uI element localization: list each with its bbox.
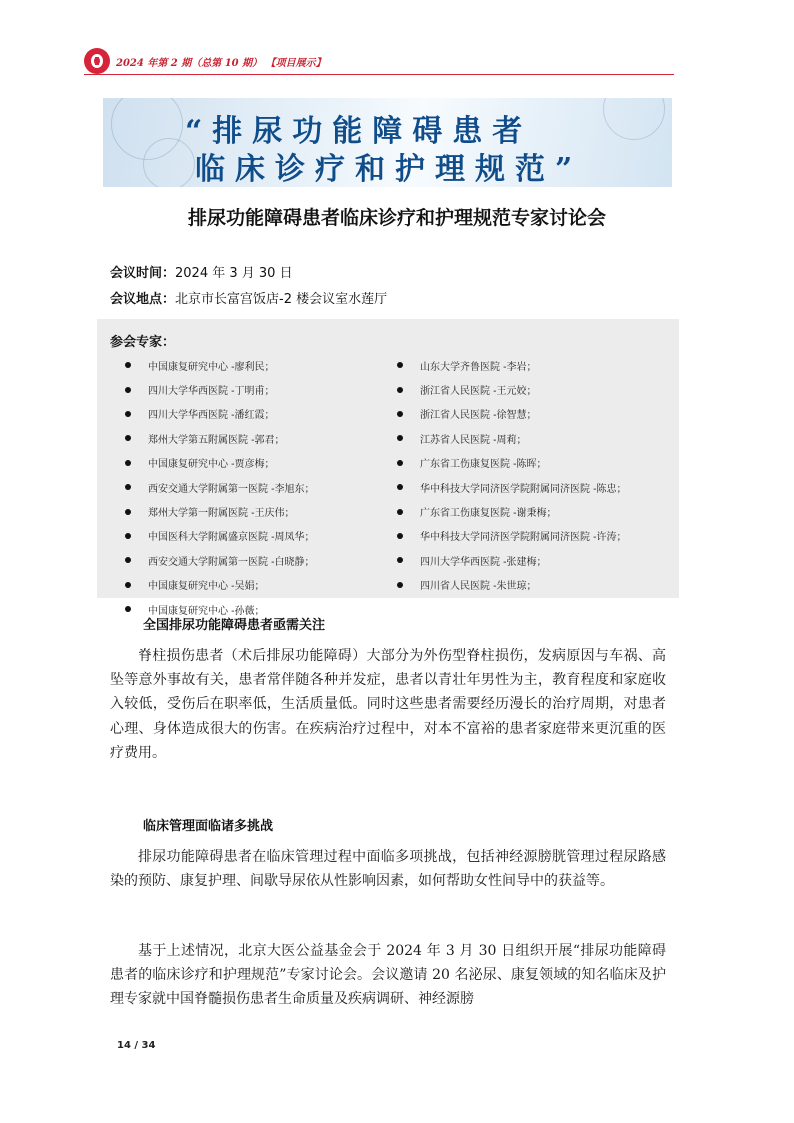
section-heading: 临床管理面临诸多挑战	[143, 819, 274, 834]
experts-label: 参会专家：	[110, 335, 176, 350]
page-title: 排尿功能障碍患者临床诊疗和护理规范专家讨论会	[187, 207, 606, 229]
page-header	[84, 47, 326, 75]
bullet-icon	[397, 533, 403, 539]
bullet-icon	[125, 509, 131, 515]
bullet-icon	[397, 435, 403, 441]
section-heading: 全国排尿功能障碍患者亟需关注	[143, 618, 326, 633]
bullet-icon	[397, 362, 403, 368]
expert-item: 西安交通大学附属第一医院 -李旭东；	[125, 475, 315, 499]
bullet-icon	[125, 606, 131, 612]
expert-item: 浙江省人民医院 -徐智慧；	[397, 402, 627, 426]
bullet-icon	[125, 460, 131, 466]
bullet-icon	[125, 387, 131, 393]
expert-item: 郑州大学第一附属医院 -王庆伟；	[125, 499, 315, 523]
meeting-time-value: 2024 年 3 月 30 日	[175, 266, 293, 281]
expert-item: 四川省人民医院 -朱世琼；	[397, 573, 627, 597]
bullet-icon	[397, 484, 403, 490]
bullet-icon	[125, 411, 131, 417]
meeting-place	[110, 288, 387, 307]
expert-item: 华中科技大学同济医学院附属同济医院 -陈忠；	[397, 475, 627, 499]
experts-panel	[97, 319, 679, 617]
expert-item: 浙江省人民医院 -王元姣；	[397, 377, 627, 401]
banner-line-1: “排尿功能障碍患者	[185, 114, 533, 149]
bullet-icon	[397, 582, 403, 588]
bullet-icon	[125, 582, 131, 588]
expert-item: 中国医科大学附属盛京医院 -周凤华；	[125, 524, 315, 548]
bullet-icon	[125, 435, 131, 441]
issue-label: 2024 年第 2 期（总第 10 期） 【项目展示】	[116, 57, 326, 69]
expert-item: 中国康复研究中心 -贾彦梅；	[125, 451, 315, 475]
experts-right-column	[397, 353, 627, 597]
meeting-time	[110, 262, 293, 281]
bullet-icon	[397, 557, 403, 563]
body-paragraph: 基于上述情况，北京大医公益基金会于 2024 年 3 月 30 日组织开展“排尿功能障碍患者的临床诊疗和护理规范”专家讨论会。会议邀请 20 名泌尿、康复领域的知名临床及护理专家就中国脊髓损伤患者生命质量及疾病调研、神经源膀	[110, 943, 666, 1008]
page-number: 14 / 34	[117, 1040, 156, 1051]
body-paragraph: 脊柱损伤患者（术后排尿功能障碍）大部分为外伤型脊柱损伤，发病原因与车祸、高坠等意外事故有关，患者常伴随各种并发症，患者以青壮年男性为主，教育程度和家庭收入较低，受伤后在职率低，生活质量低。同时这些患者需要经历漫长的治疗周期，对患者心理、身体造成很大的伤害。在疾病治疗过程中，对本不富裕的患者家庭带来更沉重的医疗费用。	[110, 648, 666, 761]
meeting-place-value: 北京市长富宫饭店-2 楼会议室水莲厅	[175, 292, 388, 307]
expert-item: 江苏省人民医院 -周莉；	[397, 426, 627, 450]
expert-item: 中国康复研究中心 -吴娟；	[125, 573, 315, 597]
expert-item: 中国康复研究中心 -廖利民；	[125, 353, 315, 377]
bullet-icon	[125, 484, 131, 490]
expert-item: 郑州大学第五附属医院 -郭君；	[125, 426, 315, 450]
title-banner	[103, 98, 672, 187]
expert-item: 四川大学华西医院 -潘红霞；	[125, 402, 315, 426]
expert-item: 四川大学华西医院 -张建梅；	[397, 548, 627, 572]
expert-item: 广东省工伤康复医院 -陈晖；	[397, 451, 627, 475]
banner-line-2: 临床诊疗和护理规范”	[195, 152, 583, 187]
expert-item: 西安交通大学附属第一医院 -白晓静；	[125, 548, 315, 572]
meeting-time-label: 会议时间：	[110, 266, 176, 281]
body-paragraph: 排尿功能障碍患者在临床管理过程中面临多项挑战，包括神经源膀胱管理过程尿路感染的预防、康复护理、间歇导尿依从性影响因素，如何帮助女性间导中的获益等。	[110, 849, 666, 890]
foundation-logo-icon	[84, 48, 110, 74]
expert-item: 华中科技大学同济医学院附属同济医院 -许涛；	[397, 524, 627, 548]
expert-item: 广东省工伤康复医院 -谢秉梅；	[397, 499, 627, 523]
bullet-icon	[397, 387, 403, 393]
header-divider	[84, 74, 674, 75]
expert-item: 山东大学齐鲁医院 -李岩；	[397, 353, 627, 377]
experts-left-column	[125, 353, 315, 621]
bullet-icon	[125, 533, 131, 539]
expert-item: 中国康复研究中心 -孙薇；	[125, 597, 315, 621]
bullet-icon	[125, 362, 131, 368]
bullet-icon	[125, 557, 131, 563]
expert-item: 四川大学华西医院 -丁明甫；	[125, 377, 315, 401]
bullet-icon	[397, 460, 403, 466]
meeting-place-label: 会议地点：	[110, 292, 176, 307]
bullet-icon	[397, 509, 403, 515]
bullet-icon	[397, 411, 403, 417]
